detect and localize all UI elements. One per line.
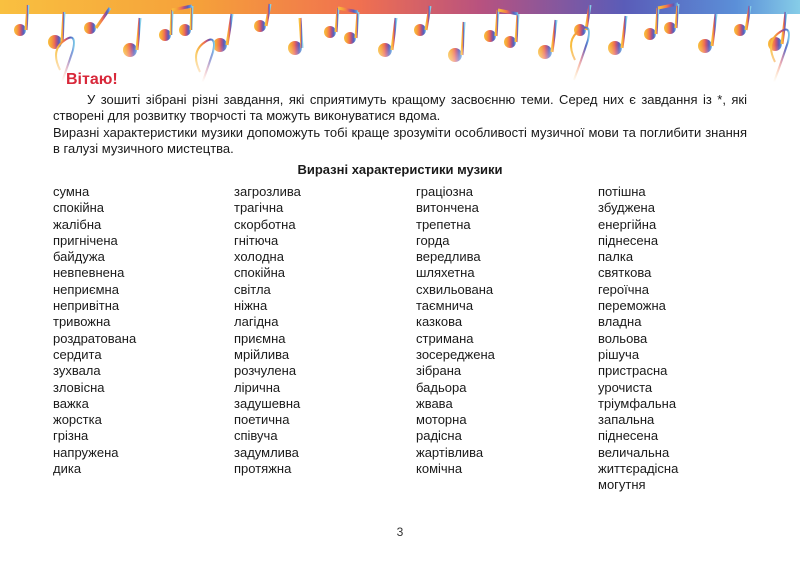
word-column-2 [234, 184, 301, 477]
word-item: світла [234, 281, 271, 297]
word-item: жалібна [53, 216, 102, 232]
word-item: пристрасна [598, 363, 668, 379]
music-notes-decoration [0, 0, 800, 82]
word-item: горда [416, 232, 450, 248]
word-item: вольова [598, 330, 648, 346]
word-item: задумлива [234, 444, 299, 460]
word-item: загрозлива [234, 184, 301, 199]
word-item: невпевнена [53, 265, 125, 281]
word-item: палка [598, 249, 634, 265]
word-item: спокійна [234, 265, 286, 281]
word-item: комічна [416, 461, 463, 477]
word-item: непривітна [53, 298, 120, 314]
word-item: бадьора [416, 379, 467, 395]
word-item: жартівлива [416, 444, 484, 460]
word-item: рішуча [598, 346, 640, 362]
word-column-3 [416, 184, 495, 477]
word-column-4 [598, 184, 678, 494]
word-item: тривожна [53, 314, 111, 330]
word-item: приємна [234, 330, 286, 346]
word-item: неприємна [53, 281, 119, 297]
word-item: зосереджена [416, 346, 495, 362]
word-item: піднесена [598, 232, 659, 248]
word-item: дика [53, 461, 82, 477]
word-item: байдужа [53, 249, 105, 265]
word-item: задушевна [234, 395, 301, 411]
word-item: спокійна [53, 200, 105, 216]
greeting-heading: Вітаю! [66, 71, 118, 88]
word-item: граціозна [416, 184, 473, 199]
word-item: лагідна [234, 314, 279, 330]
word-item: переможна [598, 298, 666, 314]
word-item: розчулена [234, 363, 297, 379]
word-item: зловісна [53, 379, 105, 395]
word-item: холодна [234, 249, 284, 265]
word-item: стримана [416, 330, 474, 346]
word-item: потішна [598, 184, 646, 199]
word-item: енергійна [598, 216, 657, 232]
word-item: казкова [416, 314, 463, 330]
word-item: лірична [234, 379, 281, 395]
word-item: тріумфальна [598, 395, 677, 411]
word-item: таємнича [416, 298, 474, 314]
word-item: шляхетна [416, 265, 475, 281]
word-item: збуджена [598, 200, 655, 216]
word-item: зібрана [416, 363, 462, 379]
word-item: витончена [416, 200, 479, 216]
word-item: вередлива [416, 249, 481, 265]
word-item: напружена [53, 444, 119, 460]
intro-text [53, 92, 747, 158]
word-item: жвава [416, 395, 453, 411]
word-item: роздратована [53, 330, 137, 346]
word-item: співуча [234, 428, 278, 444]
word-item: пригнічена [53, 232, 118, 248]
word-item: мрійлива [234, 346, 290, 362]
music-notes-banner [0, 0, 800, 82]
word-item: владна [598, 314, 642, 330]
word-item: сумна [53, 184, 90, 199]
word-item: радісна [416, 428, 462, 444]
word-item: могутня [598, 477, 646, 493]
word-column-1 [53, 184, 136, 477]
word-item: поетична [234, 412, 290, 428]
intro-paragraph-2: Виразні характеристики музики допоможуть тобі краще зрозуміти особливості музичної мови та поглибити знання в галузі музичного мистецтва. [53, 124, 747, 157]
word-item: сердита [53, 346, 102, 362]
word-item: запальна [598, 412, 655, 428]
word-item: скорботна [234, 216, 296, 232]
word-item: протяжна [234, 461, 292, 477]
word-item: грізна [53, 428, 89, 444]
word-item: піднесена [598, 428, 659, 444]
word-item: жорстка [53, 412, 102, 428]
word-item: трепетна [416, 216, 471, 232]
word-item: зухвала [53, 363, 101, 379]
page-number: 3 [396, 525, 404, 539]
word-item: трагічна [234, 200, 284, 216]
word-item: моторна [416, 412, 467, 428]
word-item: схвильована [416, 281, 494, 297]
word-item: святкова [598, 265, 652, 281]
word-item: величальна [598, 444, 670, 460]
word-item: урочиста [598, 379, 653, 395]
intro-paragraph-1: У зошиті зібрані різні завдання, які сприятимуть кращому засвоєнню теми. Серед них є завдання із *, які створені для розвитку творчості та можуть виконуватися вдома. [53, 92, 747, 124]
word-item: життєрадісна [598, 461, 679, 477]
word-item: важка [53, 395, 89, 411]
word-item: гнітюча [234, 232, 279, 248]
word-item: героїчна [598, 281, 649, 297]
word-item: ніжна [234, 298, 268, 314]
section-title: Виразні характеристики музики [297, 162, 503, 177]
